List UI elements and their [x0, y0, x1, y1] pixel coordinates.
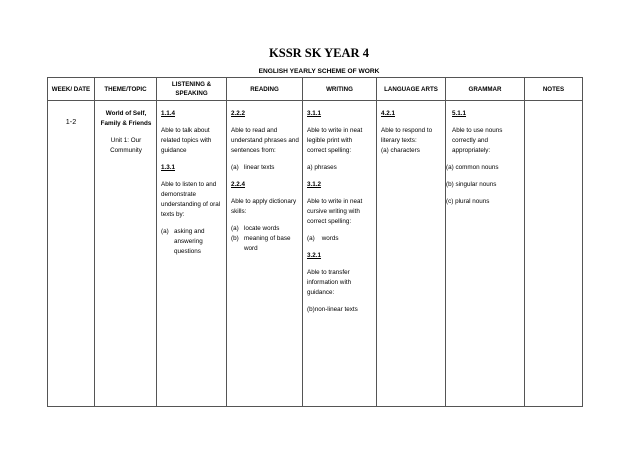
header-writing: WRITING: [303, 78, 377, 101]
writing-item-3: (b)non-linear texts: [307, 306, 358, 313]
topic-value: Unit 1: Our Community: [110, 137, 142, 154]
list-item: [231, 234, 299, 254]
reading-text-2: Able to apply dictionary skills:: [231, 198, 297, 215]
writing-code-1: 3.1.1: [307, 110, 322, 117]
language-arts-text-1: Able to respond to literary texts:: [381, 127, 433, 144]
reading-sub-list: [231, 224, 299, 254]
reading-code-1: 2.2.2: [231, 110, 246, 117]
notes-cell: [525, 101, 583, 407]
scheme-table: [47, 77, 583, 407]
header-listening: LISTENING & SPEAKING: [157, 78, 227, 101]
header-reading: READING: [227, 78, 303, 101]
grammar-cell: [446, 101, 525, 407]
writing-item-1: a) phrases: [307, 164, 337, 171]
grammar-item-c: (c) plural nouns: [446, 198, 490, 205]
listening-cell: [157, 101, 227, 407]
language-arts-code-1: 4.2.1: [381, 110, 396, 117]
listening-text-2: Able to listen to and demonstrate understanding of oral texts by:: [161, 181, 221, 218]
writing-item-2: (a) words: [307, 235, 339, 242]
writing-text-1: Able to write in neat legible print with correct spelling:: [307, 127, 363, 154]
notes-value: [525, 101, 582, 109]
listening-item-a: asking and answering questions: [174, 228, 205, 255]
theme-value: World of Self, Family & Friends: [100, 110, 152, 127]
writing-code-2: 3.1.2: [307, 181, 322, 188]
table-row: [48, 101, 583, 407]
header-language-arts: LANGUAGE ARTS: [377, 78, 446, 101]
list-item: [231, 224, 299, 234]
writing-code-3: 3.2.1: [307, 252, 322, 259]
listening-code-2: 1.3.1: [161, 164, 176, 171]
writing-text-2: Able to write in neat cursive writing with correct spelling:: [307, 198, 363, 225]
reading-item-a: locate words: [244, 225, 280, 232]
listening-sub-list: [161, 227, 223, 257]
listening-item-a-marker: (a): [161, 228, 169, 235]
grammar-code-1: 5.1.1: [452, 110, 467, 117]
reading-code-2: 2.2.4: [231, 181, 246, 188]
reading-text-1: Able to read and understand phrases and sentences from:: [231, 127, 299, 154]
grammar-item-a: (a) common nouns: [446, 164, 499, 171]
reading-item-b: meaning of base word: [244, 235, 291, 252]
header-week: WEEK/ DATE: [48, 78, 95, 101]
document-title: KSSR SK YEAR 4: [269, 46, 369, 60]
grammar-item-b: (b) singular nouns: [446, 181, 497, 188]
grammar-text-1: Able to use nouns correctly and appropriately:: [452, 127, 503, 154]
reading-item-1: (a) linear texts: [231, 164, 275, 171]
header-grammar: GRAMMAR: [446, 78, 525, 101]
header-theme: THEME/TOPIC: [95, 78, 157, 101]
document-subtitle: ENGLISH YEARLY SCHEME OF WORK: [258, 68, 380, 75]
reading-item-a-marker: (a): [231, 225, 239, 232]
language-arts-cell: [377, 101, 446, 407]
listening-code-1: 1.1.4: [161, 110, 176, 117]
header-row: [48, 78, 583, 101]
reading-cell: [227, 101, 303, 407]
week-cell: [48, 101, 95, 407]
listening-text-1: Able to talk about related topics with guidance: [161, 127, 212, 154]
header-notes: NOTES: [525, 78, 583, 101]
writing-cell: [303, 101, 377, 407]
theme-cell: [95, 101, 157, 407]
week-value: 1-2: [65, 117, 77, 126]
language-arts-item-1: (a) characters: [381, 147, 420, 154]
reading-item-b-marker: (b): [231, 235, 239, 242]
list-item: [161, 227, 223, 257]
writing-text-3: Able to transfer information with guidance:: [307, 269, 352, 296]
